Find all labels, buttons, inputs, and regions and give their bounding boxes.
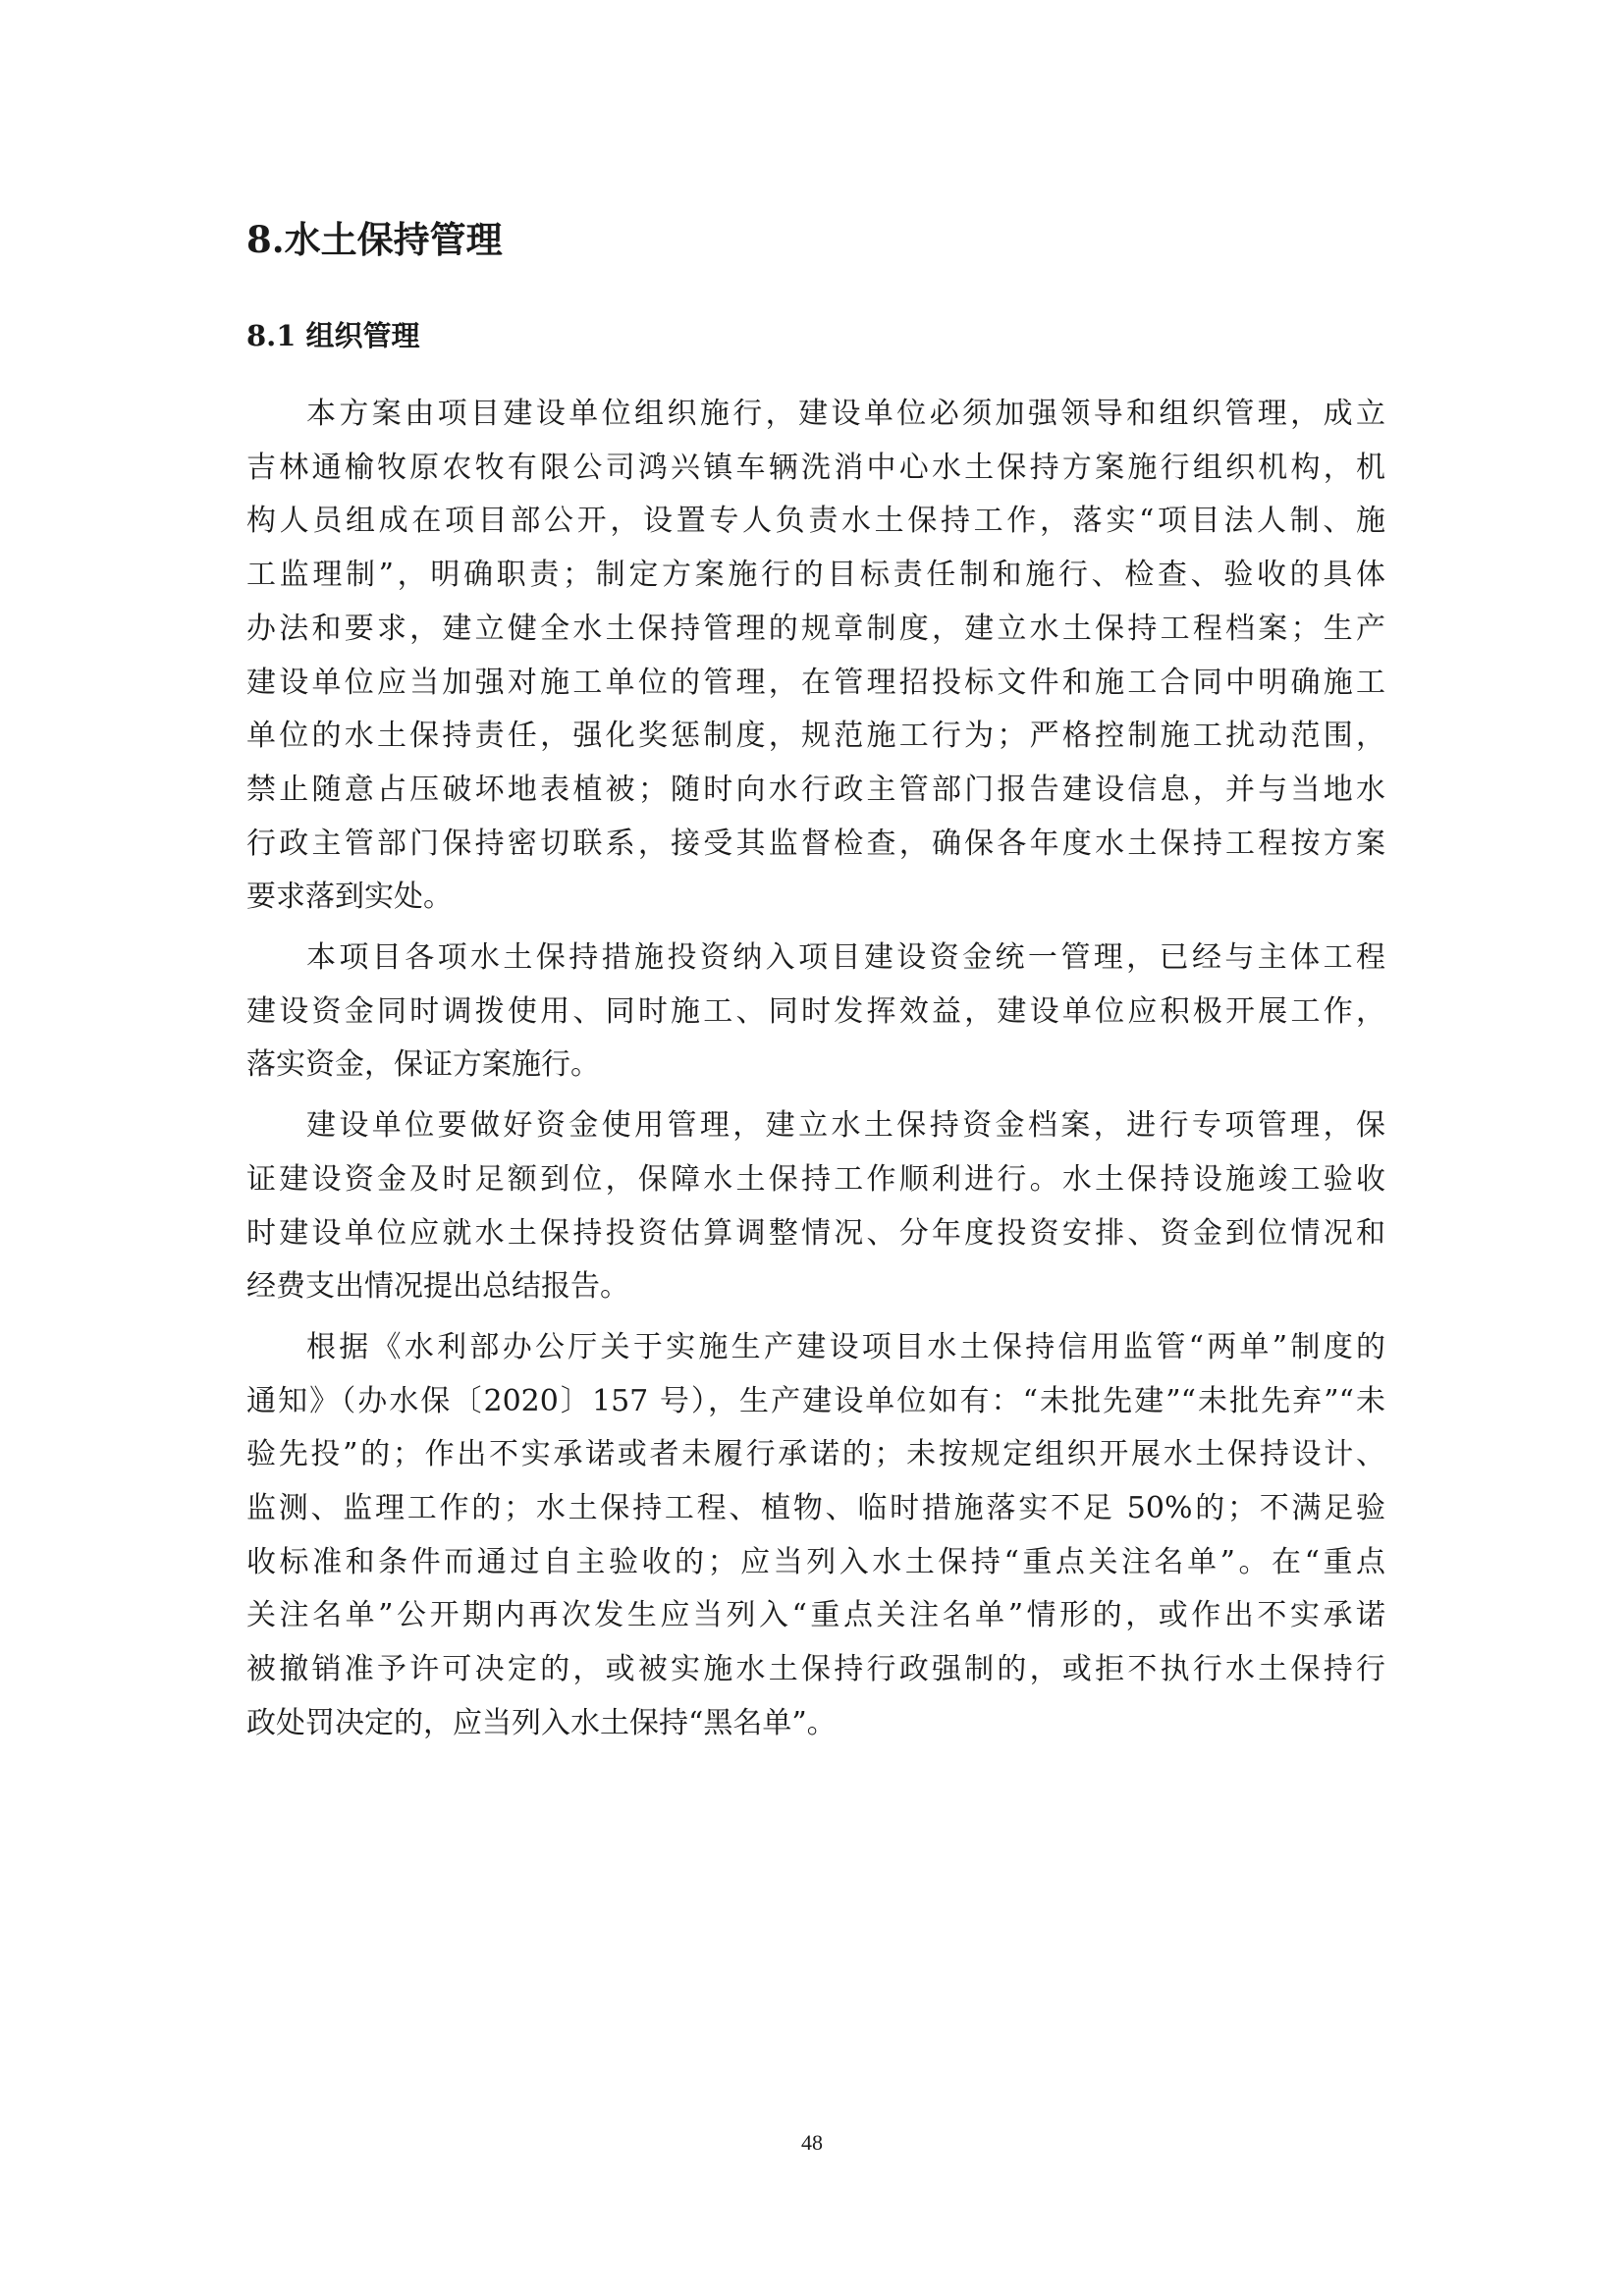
text-line: 收标准和条件而通过自主验收的；应当列入水土保持“重点关注名单”。在“重点	[246, 1544, 1385, 1579]
paragraph	[246, 1099, 1385, 1314]
text-line: 监测、监理工作的；水土保持工程、植物、临时措施落实不足 50%的；不满足验	[246, 1491, 1385, 1526]
text-line: 行政主管部门保持密切联系，接受其监督检查，确保各年度水土保持工程按方案	[246, 826, 1385, 861]
text-line: 关注名单”公开期内再次发生应当列入“重点关注名单”情形的，或作出不实承诺	[246, 1598, 1385, 1633]
text-line: 吉林通榆牧原农牧有限公司鸿兴镇车辆洗消中心水土保持方案施行组织机构，机	[246, 450, 1385, 485]
paragraph	[246, 388, 1385, 925]
page-number: 48	[801, 2130, 823, 2155]
text-line: 办法和要求，建立健全水土保持管理的规章制度，建立水土保持工程档案；生产	[246, 611, 1385, 646]
text-line: 证建设资金及时足额到位，保障水土保持工作顺利进行。水土保持设施竣工验收	[246, 1161, 1385, 1197]
paragraph	[246, 932, 1385, 1093]
section-title: 8.1 组织管理	[246, 319, 420, 352]
text-line: 通知》（办水保〔2020〕157 号），生产建设单位如有：“未批先建”“未批先弃”“未	[246, 1383, 1385, 1418]
text-line: 建设资金同时调拨使用、同时施工、同时发挥效益，建设单位应积极开展工作，	[246, 993, 1385, 1029]
text-line: 单位的水土保持责任，强化奖惩制度，规范施工行为；严格控制施工扰动范围，	[246, 719, 1385, 754]
text-line: 建设单位应当加强对施工单位的管理，在管理招投标文件和施工合同中明确施工	[246, 665, 1385, 700]
text-line: 时建设单位应就水土保持投资估算调整情况、分年度投资安排、资金到位情况和	[246, 1215, 1385, 1251]
text-line: 根据《水利部办公厅关于实施生产建设项目水土保持信用监管“两单”制度的	[306, 1329, 1385, 1364]
paragraph	[246, 1321, 1385, 1751]
text-line: 经费支出情况提出总结报告。	[246, 1269, 629, 1305]
chapter-title: 8.水土保持管理	[246, 218, 503, 261]
text-line: 构人员组成在项目部公开，设置专人负责水土保持工作，落实“项目法人制、施	[246, 504, 1385, 539]
text-line: 落实资金，保证方案施行。	[246, 1047, 600, 1083]
body-text	[246, 388, 1385, 1758]
text-line: 验先投”的；作出不实承诺或者未履行承诺的；未按规定组织开展水土保持设计、	[246, 1437, 1385, 1472]
text-line: 本项目各项水土保持措施投资纳入项目建设资金统一管理，已经与主体工程	[306, 940, 1385, 976]
text-line: 被撤销准予许可决定的，或被实施水土保持行政强制的，或拒不执行水土保持行	[246, 1652, 1385, 1687]
text-line: 本方案由项目建设单位组织施行，建设单位必须加强领导和组织管理，成立	[306, 397, 1385, 431]
text-line: 要求落到实处。	[246, 880, 453, 915]
text-line: 禁止随意占压破坏地表植被；随时向水行政主管部门报告建设信息，并与当地水	[246, 772, 1385, 807]
text-line: 建设单位要做好资金使用管理，建立水土保持资金档案，进行专项管理，保	[306, 1108, 1385, 1144]
text-line: 政处罚决定的，应当列入水土保持“黑名单”。	[246, 1705, 837, 1740]
text-line: 工监理制”，明确职责；制定方案施行的目标责任制和施行、检查、验收的具体	[246, 558, 1385, 593]
